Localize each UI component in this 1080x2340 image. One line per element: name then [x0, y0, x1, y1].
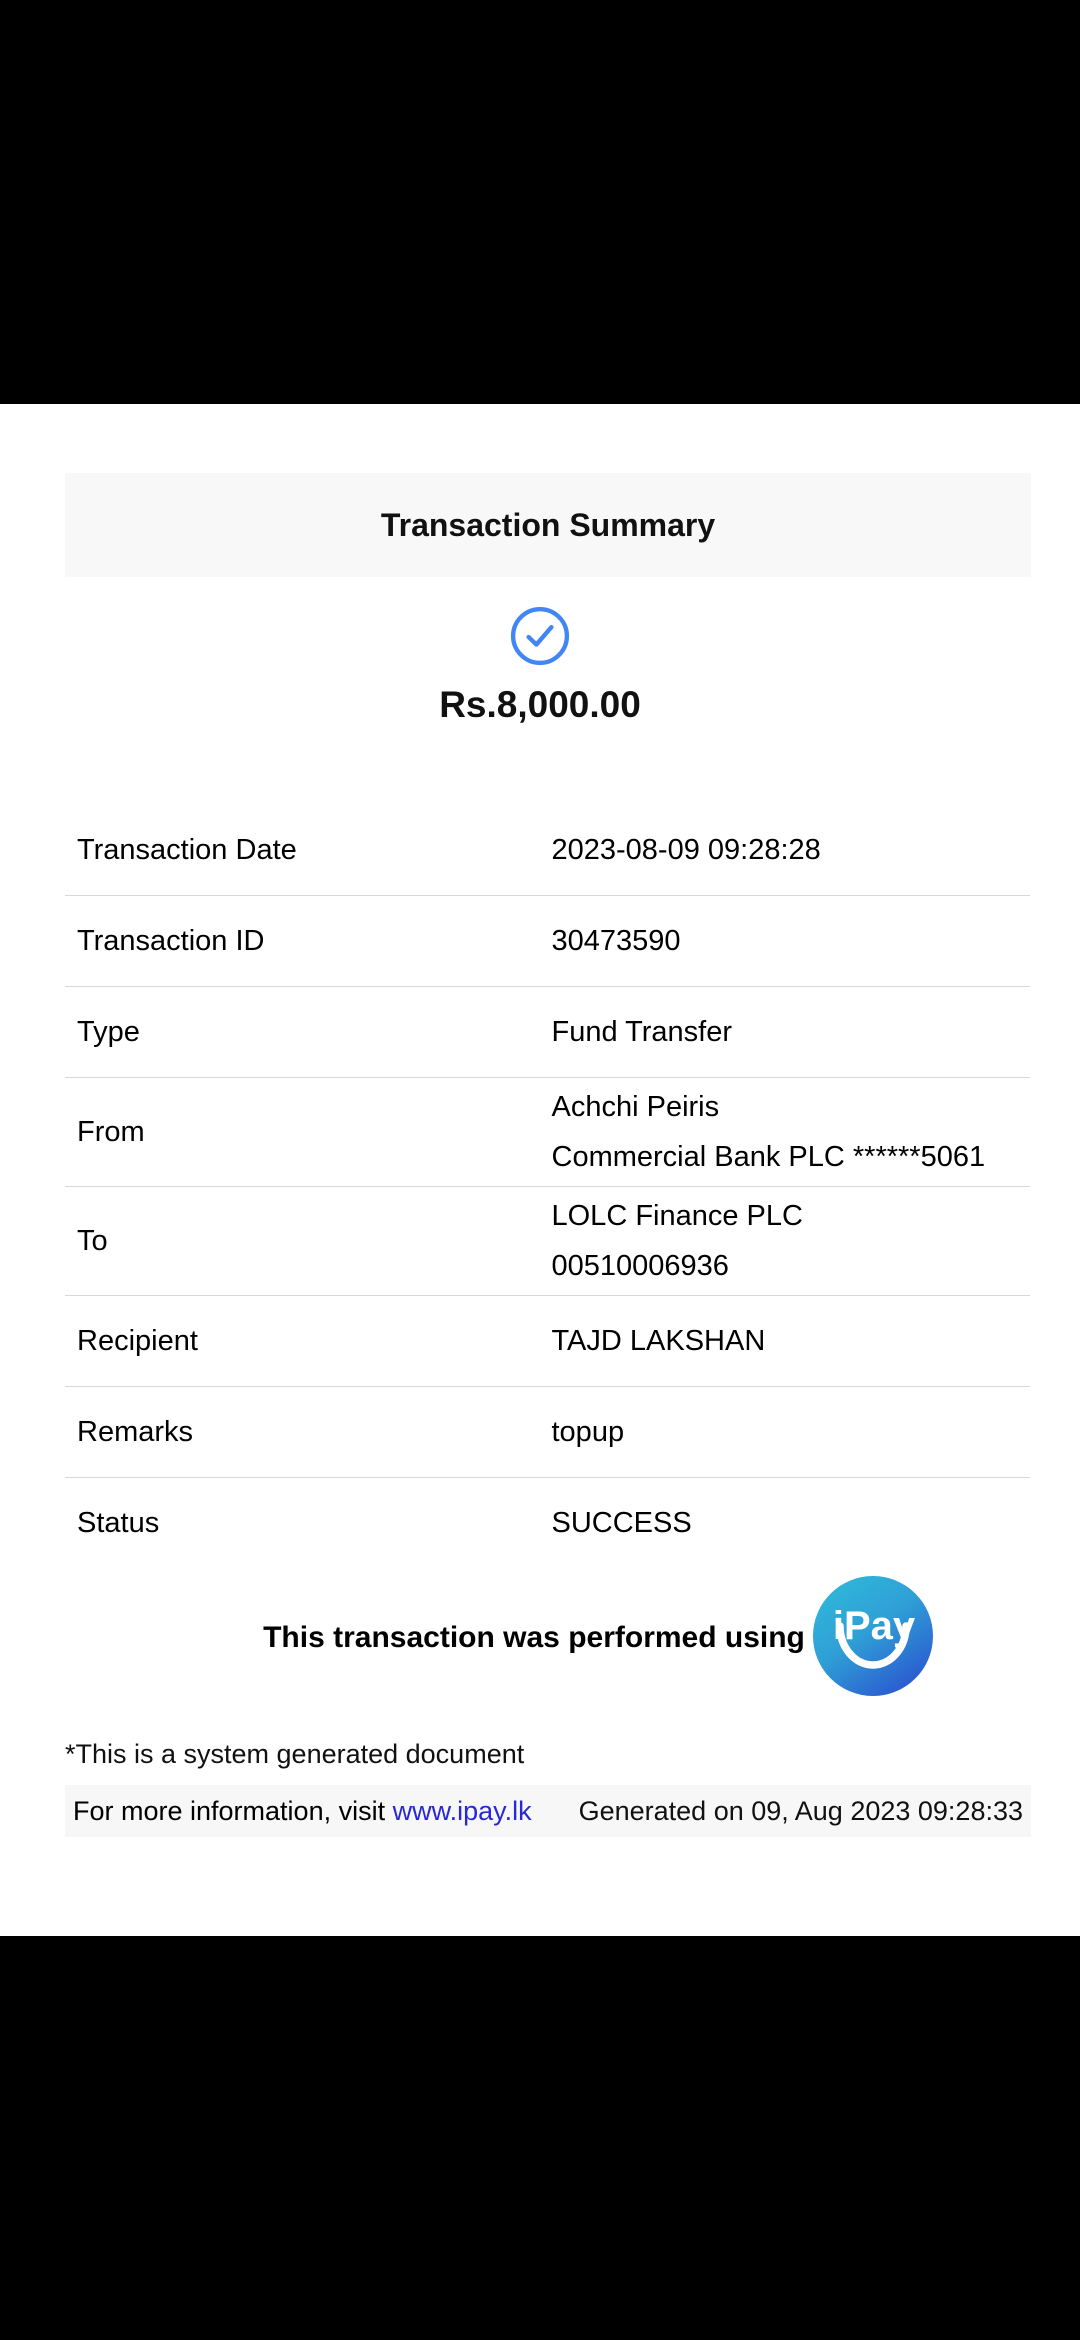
to-institution: LOLC Finance PLC	[551, 1200, 803, 1232]
performed-using-row	[58, 1578, 1080, 1698]
success-indicator	[0, 605, 1080, 667]
row-value: 2023-08-09 09:28:28	[551, 834, 821, 866]
receipt-header	[65, 473, 1031, 577]
row-label: Recipient	[77, 1325, 198, 1357]
row-value: 30473590	[551, 925, 681, 957]
ipay-website-link[interactable]: www.ipay.lk	[392, 1795, 532, 1826]
footer-bar	[65, 1785, 1031, 1837]
system-note: *This is a system generated document	[65, 1739, 525, 1769]
ipay-logo	[813, 1576, 933, 1701]
row-value	[548, 1191, 1031, 1291]
bottom-black-bar	[0, 1936, 1080, 2340]
footer-info-text: For more information, visit	[73, 1795, 393, 1826]
table-row-to	[65, 1187, 1030, 1296]
row-value: TAJD LAKSHAN	[551, 1325, 766, 1357]
page-title: Transaction Summary	[380, 506, 716, 543]
ipay-logo-text: iPay	[832, 1603, 916, 1648]
row-label: Type	[77, 1016, 140, 1048]
row-label: Remarks	[77, 1416, 194, 1448]
to-account-number: 00510006936	[551, 1250, 729, 1282]
status-value: SUCCESS	[551, 1507, 692, 1539]
transaction-amount: Rs.8,000.00	[439, 684, 641, 725]
row-label: Transaction Date	[77, 834, 297, 866]
table-row-status	[65, 1478, 1030, 1568]
top-black-bar	[0, 0, 1080, 404]
from-account-number: Commercial Bank PLC ******5061	[551, 1141, 986, 1173]
row-value: topup	[551, 1416, 625, 1448]
row-label: Status	[77, 1507, 160, 1539]
transaction-receipt	[0, 404, 1080, 1936]
check-circle-icon	[509, 605, 571, 667]
table-row-recipient	[65, 1296, 1030, 1387]
performed-using-text: This transaction was performed using	[263, 1621, 805, 1654]
row-label: Transaction ID	[77, 925, 265, 957]
row-label: From	[77, 1116, 145, 1148]
details-table	[65, 805, 1030, 1568]
table-row-from	[65, 1078, 1030, 1187]
row-label: To	[77, 1225, 108, 1257]
generated-timestamp: Generated on 09, Aug 2023 09:28:33	[578, 1795, 1023, 1826]
footer-info	[73, 1796, 532, 1827]
table-row-type	[65, 987, 1030, 1078]
from-account-name: Achchi Peiris	[551, 1091, 720, 1123]
table-row-transaction-date	[65, 805, 1030, 896]
row-value	[548, 1082, 1031, 1182]
table-row-transaction-id	[65, 896, 1030, 987]
table-row-remarks	[65, 1387, 1030, 1478]
row-value: Fund Transfer	[551, 1016, 733, 1048]
